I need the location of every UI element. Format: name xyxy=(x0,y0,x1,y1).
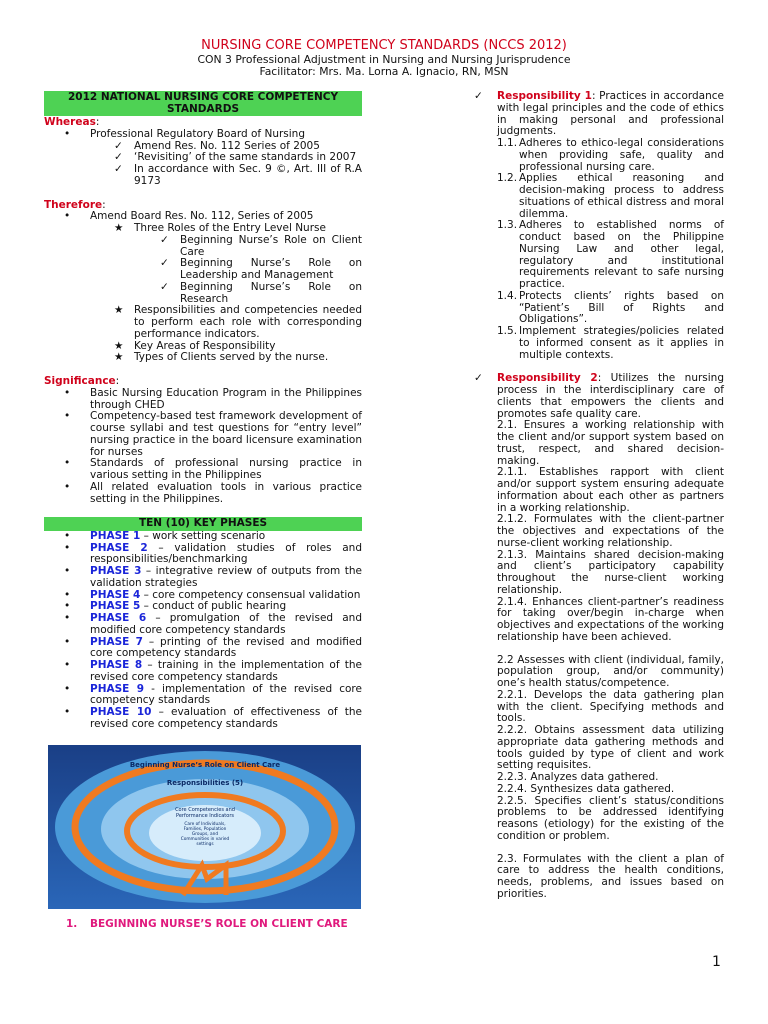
significance-heading: Significance xyxy=(44,375,116,387)
checkmark-icon: ✓ xyxy=(160,280,169,293)
bullet-icon: • xyxy=(64,706,71,718)
phases-banner: TEN (10) KEY PHASES xyxy=(44,517,362,531)
bullet-icon: • xyxy=(64,659,71,671)
responsibility-1 xyxy=(474,91,724,138)
list-item xyxy=(474,326,724,361)
item-text: Protects clients’ rights based on “Patient’s Bill of Rights and Obligations”. xyxy=(519,289,724,326)
diagram-inner-label-1: Core Competencies and xyxy=(175,807,235,813)
paragraph: 2.2.5. Specifies client’s status/conditions problems to be addressed identifying reasons (etiology) for the existing of the condition or problem. xyxy=(497,794,724,842)
phase-label: PHASE 6 xyxy=(90,612,147,624)
responsibility-1-text: : Practices in accordance with legal principles and the code of ethics in making personal and professional judgments. xyxy=(497,90,725,138)
paragraph: 2.3. Formulates with the client a plan of care to address the health conditions, needs, problems, and issues based on priorities. xyxy=(497,852,724,900)
phase-label: PHASE 8 xyxy=(90,659,143,671)
phase-label: PHASE 4 xyxy=(90,588,141,601)
phase-text: – conduct of public hearing xyxy=(140,600,287,613)
checkmark-icon: ✓ xyxy=(160,233,169,246)
list-item xyxy=(44,164,362,188)
paragraph: 2.2.2. Obtains assessment data utilizing appropriate data gathering methods and tools guided by type of client and work setting requisites. xyxy=(497,724,724,772)
paragraph: 2.1. Ensures a working relationship with the client and/or support system based on trust, respect, and shared decision-making. xyxy=(497,419,724,467)
phase-text: – work setting scenario xyxy=(140,529,266,542)
page-number: 1 xyxy=(712,954,721,970)
paragraph-block xyxy=(474,420,724,900)
checkmark-icon: ✓ xyxy=(114,139,123,152)
list-item xyxy=(44,411,362,458)
bullet-icon: • xyxy=(64,529,71,542)
list-item xyxy=(44,684,362,708)
whereas-item-text: Professional Regulatory Board of Nursing xyxy=(90,127,305,140)
item-text: Adheres to ethico-legal considerations when providing safe, quality and professional nursing care. xyxy=(519,137,724,173)
diagram-center-line-2: Families, Population xyxy=(183,827,227,832)
list-item xyxy=(474,291,724,326)
right-column xyxy=(474,91,724,901)
diagram-center-line-1: Care of Individuals, xyxy=(184,822,226,827)
whereas-colon: : xyxy=(95,116,100,128)
significance-section xyxy=(44,376,362,505)
bullet-icon: • xyxy=(64,682,71,695)
diagram-caption xyxy=(66,918,362,930)
bullet-icon: • xyxy=(64,635,71,648)
item-number: 1.3. xyxy=(497,219,518,232)
phase-label: PHASE 1 xyxy=(90,529,141,542)
responsibility-2-text: : Utilizes the nursing process in the interdisciplinary care of clients that empowers the clients and promotes safe quality care. xyxy=(497,372,724,420)
client-care-diagram xyxy=(48,745,361,909)
list-item xyxy=(44,637,362,661)
phase-text: – core competency consensual validation xyxy=(140,588,361,601)
diagram-outer-label: Beginning Nurse’s Role on Client Care xyxy=(129,761,281,769)
phase-text: – integrative review of outputs from the validation strategies xyxy=(90,565,362,589)
phase-label: PHASE 3 xyxy=(90,565,142,577)
diagram-center-line-4: Communities in varied xyxy=(180,837,230,842)
star-icon: ★ xyxy=(114,339,124,352)
role-text: Beginning Nurse’s Role on Client Care xyxy=(180,233,362,258)
item-text: Applies ethical reasoning and decision-making process to address situations of ethical distress and moral dilemma. xyxy=(519,172,724,220)
phase-text: – evaluation of effectiveness of the revised core competency standards xyxy=(90,706,362,730)
list-item xyxy=(44,258,362,282)
item-number: 1.2. xyxy=(497,172,518,185)
bullet-icon: • xyxy=(64,588,71,601)
phase-label: PHASE 9 xyxy=(90,682,145,695)
checkmark-icon: ✓ xyxy=(114,163,123,175)
significance-text: Competency-based test framework development of course syllabi and test questions for “entry level” nursing practice in the board licensure examination for nurses xyxy=(90,410,362,458)
therefore-section xyxy=(44,200,362,365)
phase-text: – training in the implementation of the revised core competency standards xyxy=(90,659,362,683)
significance-text: Standards of professional nursing practice in various setting in the Philippines xyxy=(90,457,362,481)
phase-label: PHASE 10 xyxy=(90,706,152,718)
paragraph: 2.1.4. Enhances client-partner’s readiness for taking over/begin in-charge when objectives and expectations of the working relationship have been achieved. xyxy=(497,595,724,643)
list-item xyxy=(44,707,362,731)
list-item xyxy=(44,282,362,306)
page-header xyxy=(0,38,768,78)
facilitator-line: Facilitator: Mrs. Ma. Lorna A. Ignacio, RN, MSN xyxy=(259,65,509,78)
paragraph: 2.2 Assesses with client (individual, family, population group, and/or community) one’s health status/competence. xyxy=(497,653,724,689)
list-item xyxy=(44,458,362,482)
paragraph: 2.1.2. Formulates with the client-partner the objectives and expectations of the nurse-client working relationship. xyxy=(497,513,724,549)
therefore-colon: : xyxy=(102,198,106,211)
responsibility-1-label: Responsibility 1 xyxy=(497,90,592,102)
whereas-sub-text: Amend Res. No. 112 Series of 2005 xyxy=(134,139,320,152)
bullet-icon: • xyxy=(64,480,71,493)
document-title: NURSING CORE COMPETENCY STANDARDS (NCCS 2012) xyxy=(201,38,567,53)
role-text: Beginning Nurse’s Role on Leadership and Management xyxy=(180,257,362,281)
whereas-sub-text: In accordance with Sec. 9 ©, Art. III of R.A 9173 xyxy=(134,163,362,187)
list-item xyxy=(44,613,362,637)
phase-text: - implementation of the revised core competency standards xyxy=(90,682,362,707)
document-subtitle: CON 3 Professional Adjustment in Nursing and Nursing Jurisprudence xyxy=(197,53,571,66)
phase-label: PHASE 7 xyxy=(90,635,143,648)
bullet-icon: • xyxy=(64,386,71,399)
phase-label: PHASE 2 xyxy=(90,541,148,554)
bullet-icon: • xyxy=(64,600,71,613)
list-item xyxy=(474,173,724,220)
left-column xyxy=(44,91,362,731)
standards-banner: 2012 NATIONAL NURSING CORE COMPETENCY STANDARDS xyxy=(44,91,362,116)
bullet-icon: • xyxy=(64,541,71,554)
list-item xyxy=(474,220,724,291)
paragraph: 2.2.3. Analyzes data gathered. xyxy=(497,771,659,783)
diagram-center-line-5: settings xyxy=(196,842,214,847)
responsibility-2-label: Responsibility 2 xyxy=(497,372,598,385)
bullet-icon: • xyxy=(64,457,71,470)
paragraph: 2.2.4. Synthesizes data gathered. xyxy=(497,782,675,795)
diagram-inner-label-2: Performance Indicators xyxy=(176,813,234,819)
bullet-icon: • xyxy=(64,127,71,140)
paragraph: 2.1.3. Maintains shared decision-making and client’s participatory capability throughout the nurse-client working relationship. xyxy=(497,548,724,596)
significance-text: All related evaluation tools in various practice setting in the Philippines. xyxy=(90,480,362,505)
responsibility-2 xyxy=(474,373,724,420)
list-item xyxy=(44,543,362,567)
therefore-star-text: Three Roles of the Entry Level Nurse xyxy=(134,222,326,234)
list-item xyxy=(44,305,362,340)
checkmark-icon: ✓ xyxy=(474,372,483,385)
phases-list xyxy=(44,531,362,731)
therefore-star-text: Key Areas of Responsibility xyxy=(134,339,276,352)
checkmark-icon: ✓ xyxy=(160,257,169,270)
item-text: Implement strategies/policies related to informed consent as it applies in multiple contexts. xyxy=(519,325,724,361)
list-item xyxy=(44,235,362,259)
bullet-icon: • xyxy=(64,210,71,223)
phase-text: – printing of the revised and modified core competency standards xyxy=(90,635,363,660)
checkmark-icon: ✓ xyxy=(474,90,483,102)
item-text: Adheres to established norms of conduct based on the Philippine Nursing Law and other legal, regulatory and institutional requirements relevant to safe nursing practice. xyxy=(519,219,724,290)
list-item xyxy=(44,660,362,684)
item-number: 1.1. xyxy=(497,137,518,149)
item-number: 1.4. xyxy=(497,289,518,302)
star-icon: ★ xyxy=(114,222,124,234)
therefore-star-text: Types of Clients served by the nurse. xyxy=(134,351,329,364)
therefore-heading: Therefore xyxy=(44,198,103,211)
bullet-icon: • xyxy=(64,565,71,577)
significance-colon: : xyxy=(115,375,120,387)
checkmark-icon: ✓ xyxy=(114,151,123,164)
phase-label: PHASE 5 xyxy=(90,600,141,613)
whereas-heading: Whereas xyxy=(44,116,96,128)
therefore-star-text: Responsibilities and competencies needed to perform each role with corresponding performance indicators. xyxy=(134,304,362,340)
diagram-center-line-3: Groups, and xyxy=(191,832,219,837)
list-item xyxy=(44,352,362,364)
paragraph: 2.2.1. Develops the data gathering plan with the client. Specifying methods and tools. xyxy=(497,688,724,725)
significance-text: Basic Nursing Education Program in the Philippines through CHED xyxy=(90,386,362,411)
list-item xyxy=(44,566,362,590)
phase-text: – validation studies of roles and responsibilities/benchmarking xyxy=(90,541,362,566)
list-item xyxy=(474,138,724,173)
role-text: Beginning Nurse’s Role on Research xyxy=(180,280,362,305)
phase-text: – promulgation of the revised and modified core competency standards xyxy=(90,612,362,636)
whereas-section xyxy=(44,117,362,188)
caption-number: 1. xyxy=(66,918,78,930)
item-number: 1.5. xyxy=(497,325,518,337)
therefore-item-text: Amend Board Res. No. 112, Series of 2005 xyxy=(90,210,314,223)
bullet-icon: • xyxy=(64,612,71,624)
whereas-sub-text: ‘Revisiting’ of the same standards in 2007 xyxy=(134,151,357,164)
paragraph: 2.1.1. Establishes rapport with client and/or support system ensuring adequate information about each other as partners in a working relationship. xyxy=(497,466,724,514)
bullet-icon: • xyxy=(64,410,71,423)
list-item xyxy=(44,388,362,412)
star-icon: ★ xyxy=(114,351,124,364)
diagram-responsibilities-label: Responsibilities (5) xyxy=(166,779,244,787)
caption-text: BEGINNING NURSE’S ROLE ON CLIENT CARE xyxy=(90,918,348,930)
star-icon: ★ xyxy=(114,304,124,317)
list-item xyxy=(44,482,362,506)
